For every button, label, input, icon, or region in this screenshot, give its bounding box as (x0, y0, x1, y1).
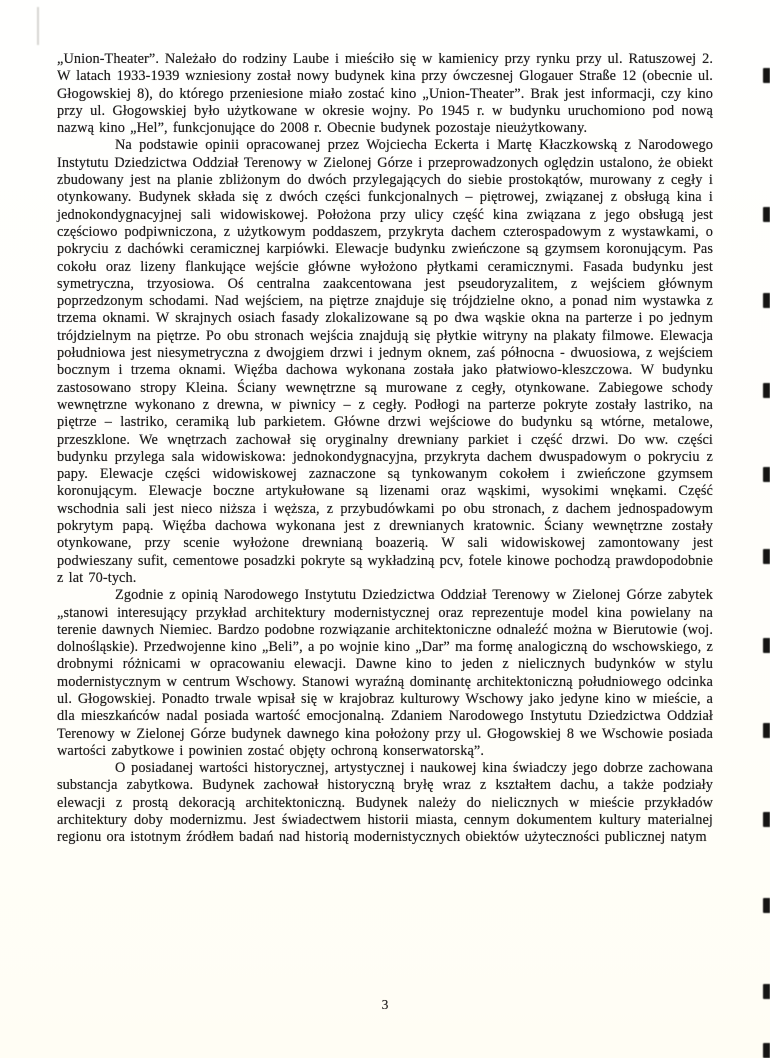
scan-edge-mark (763, 723, 770, 738)
scan-edge-mark (763, 207, 770, 222)
scan-edge-mark (763, 1043, 770, 1058)
scan-edge-mark (763, 898, 770, 913)
scan-smudge-artifact (37, 7, 39, 45)
scan-edge-mark (763, 68, 770, 83)
paragraph-historic-value: O posiadanej wartości historycznej, artystycznej i naukowej kina świadczy jego dobrze zachowana substancja zabytkowa. Budynek zachował historyczną bryłę wraz z kształtem dachu, a także podziały elewacji z prostą dekoracją architektoniczną. Budynek należy do nielicznych w mieście przykładów architektury doby modernizmu. Jest świadectwem historii miasta, cennym dokumentem kultury materialnej regionu ora istotnym źródłem badań nad historią modernistycznych obiektów użyteczności publicznej natym (57, 760, 713, 846)
scan-edge-mark (763, 467, 770, 482)
scan-edge-mark (763, 549, 770, 564)
scan-edge-mark (763, 984, 770, 999)
paragraph-building-description: Na podstawie opinii opracowanej przez Wojciecha Eckerta i Martę Kłaczkowską z Narodowego Instytutu Dziedzictwa Oddział Terenowy w Zielonej Górze i przeprowadzonych oględzin ustalono, że obiekt zbudowany jest na planie zbliżonym do dwóch przylegających do siebie prostokątów, murowany z cegły i otynkowany. Budynek składa się z dwóch części funkcjonalnych – piętrowej, związanej z obsługą kina i jednokondygnacyjnej sali widowiskowej. Położona przy ulicy część kina związana z jego obsługą jest częściowo podpiwniczona, z użytkowym poddaszem, przykryta dachem czterospadowym z wystawkami, o pokryciu z dachówki ceramicznej karpiówki. Elewacje budynku zwieńczone są gzymsem koronującym. Pas cokołu oraz lizeny flankujące wejście główne wyłożono płytkami ceramicznymi. Fasada budynku jest symetryczna, trzyosiowa. Oś centralna zaakcentowana jest pseudoryzalitem, z wejściem głównym poprzedzonym schodami. Nad wejściem, na piętrze znajduje się trójdzielne okno, a ponad nim wystawka z trzema oknami. W skrajnych osiach fasady zlokalizowane są po dwa wąskie okna na parterze i po jednym trójdzielnym na piętrze. Po obu stronach wejścia znajdują się płytkie witryny na plakaty filmowe. Elewacja południowa jest niesymetryczna z dwojgiem drzwi i jednym oknem, zaś północna - dwuosiowa, z wejściem bocznym i trzema oknami. Więźba dachowa wykonana została jako płatwiowo-kleszczowa. W budynku zastosowano stropy Kleina. Ściany wewnętrzne są murowane z cegły, otynkowane. Zabiegowe schody wewnętrzne wykonano z drewna, w piwnicy – z cegły. Podłogi na parterze pokryte zostały lastriko, na piętrze – lastriko, ceramiką lub parkietem. Główne drzwi wejściowe do budynku są wtórne, metalowe, przeszklone. We wnętrzach zachował się oryginalny drewniany parkiet i część drzwi. Do ww. części budynku przylega sala widowiskowa: jednokondygnacyjna, przykryta dachem dwuspadowym o pokryciu z papy. Elewacje części widowiskowej zaznaczone są tynkowanym cokołem i zwieńczone gzymsem koronującym. Elewacje boczne artykułowane są lizenami oraz wąskimi, wysokimi wnękami. Część wschodnia sali jest nieco niższa i węższa, z przybudówkami po obu stronach, z dachem jednospadowym pokrytym papą. Więźba dachowa wykonana jest z drewnianych kratownic. Ściany wewnętrzne zostały otynkowane, przy scenie wyłożone drewnianą boazerią. W sali widowiskowej zamontowany jest podwieszany sufit, cementowe posadzki pokryte są wykładziną pcv, fotele kinowe pochodzą prawdopodobnie z lat 70-tych. (57, 137, 713, 586)
scan-edge-mark (763, 383, 770, 398)
paragraph-heritage-institute-opinion: Zgodnie z opinią Narodowego Instytutu Dziedzictwa Oddział Terenowy w Zielonej Górze zabytek „stanowi interesujący przykład architektury modernistycznej oraz reprezentuje model kina powielany na terenie dawnych Niemiec. Bardzo podobne rozwiązanie architektoniczne odnaleźć można w Bierutowie (woj. dolnośląskie). Przedwojenne kino „Beli”, a po wojnie kino „Dar” ma formę analogiczną do wschowskiego, z drobnymi różnicami w opracowaniu elewacji. Dawne kino to jeden z nielicznych budynków w stylu modernistycznym w centrum Wschowy. Stanowi wyraźną dominantę architektoniczną południowego odcinka ul. Głogowskiej. Ponadto trwale wpisał się w krajobraz kulturowy Wschowy jako jedyne kino w mieście, a dla mieszkańców nadal posiada wartość emocjonalną. Zdaniem Narodowego Instytutu Dziedzictwa Oddział Terenowy w Zielonej Górze budynek dawnego kina położony przy ul. Głogowskiej 8 we Wschowie posiada wartości zabytkowe i powinien zostać objęty ochroną konserwatorską”. (57, 587, 713, 759)
paragraph-union-theater-history: „Union-Theater”. Należało do rodziny Laube i mieściło się w kamienicy przy rynku przy ul. Ratuszowej 2. W latach 1933-1939 wzniesiony został nowy budynek kina przy ówczesnej Glogauer Straße 12 (obecnie ul. Głogowskiej 8), do którego przeniesione miało zostać kino „Union-Theater”. Brak jest informacji, czy kino przy ul. Głogowskiej było użytkowane w okresie wojny. Po 1945 r. w budynku uruchomiono pod nową nazwą kino „Hel”, funkcjonujące do 2008 r. Obecnie budynek pozostaje nieużytkowany. (57, 51, 713, 137)
scan-edge-mark (763, 293, 770, 308)
page-number: 3 (381, 997, 389, 1012)
scan-edge-mark (763, 812, 770, 827)
scan-edge-mark (763, 638, 770, 653)
document-text-block (57, 51, 713, 847)
